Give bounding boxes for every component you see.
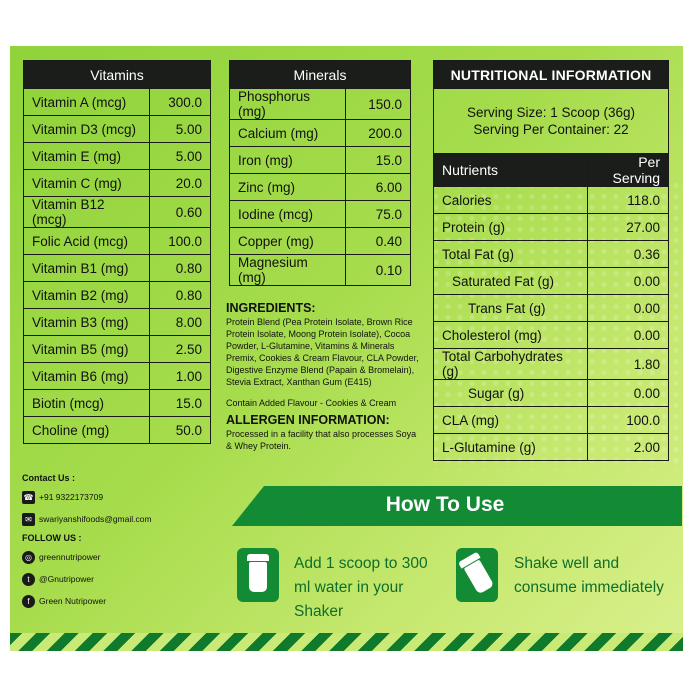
email-address: swariyanshifoods@gmail.com [39, 514, 152, 524]
nutrient-value: 200.0 [346, 120, 411, 147]
table-row [434, 187, 669, 214]
nutrient-name: Protein (g) [434, 214, 588, 241]
nutrient-value: 0.00 [588, 268, 669, 295]
nutrient-value: 2.50 [150, 336, 211, 363]
nutrient-value: 0.00 [588, 322, 669, 349]
minerals-header: Minerals [230, 61, 411, 89]
allergen-text: Processed in a facility that also processes Soya & Whey Protein. [226, 429, 417, 451]
step-1-text: Add 1 scoop to 300 ml water in your Shaker [294, 555, 428, 620]
table-row [230, 120, 411, 147]
nutrient-value: 0.10 [346, 255, 411, 286]
nutrient-name: Vitamin E (mg) [24, 143, 150, 170]
nutrient-name: Vitamin B3 (mg) [24, 309, 150, 336]
flavour-note: Contain Added Flavour - Cookies & Cream [226, 398, 397, 408]
vitamins-header: Vitamins [24, 61, 211, 89]
allergen-title: ALLERGEN INFORMATION: [226, 413, 390, 427]
nutrient-value: 0.00 [588, 295, 669, 322]
vitamins-table [23, 60, 211, 444]
follow-title: FOLLOW US : [22, 533, 82, 543]
table-row [24, 116, 211, 143]
nutrient-value: 20.0 [150, 170, 211, 197]
nutrient-value: 0.00 [588, 380, 669, 407]
nutrient-name: Cholesterol (mg) [434, 322, 588, 349]
serving-info [434, 89, 669, 154]
nutrient-value: 300.0 [150, 89, 211, 116]
table-row [24, 89, 211, 116]
servings-per-container: Serving Per Container: 22 [473, 122, 629, 137]
table-row [434, 322, 669, 349]
facebook-icon: f [22, 595, 35, 608]
twitter-row [22, 571, 152, 587]
nutrient-name: Total Fat (g) [434, 241, 588, 268]
table-row [434, 241, 669, 268]
nutrient-value: 27.00 [588, 214, 669, 241]
instagram-row [22, 549, 152, 565]
twitter-icon: t [22, 573, 35, 586]
ingredients-block [226, 302, 422, 452]
phone-number: +91 9322173709 [39, 492, 104, 502]
nutrient-name: Copper (mg) [230, 228, 346, 255]
nutrient-name: Vitamin B5 (mg) [24, 336, 150, 363]
nutrient-name: Calories [434, 187, 588, 214]
nutrient-value: 15.0 [150, 390, 211, 417]
nutrient-name: Vitamin B2 (mg) [24, 282, 150, 309]
nutrient-value: 5.00 [150, 143, 211, 170]
nutrient-value: 100.0 [150, 228, 211, 255]
ingredients-title: INGREDIENTS: [226, 301, 316, 315]
table-row [434, 434, 669, 461]
table-row [230, 174, 411, 201]
nutrient-name: Folic Acid (mcg) [24, 228, 150, 255]
nutrient-name: Vitamin B1 (mg) [24, 255, 150, 282]
nutrition-table [433, 60, 669, 461]
nutrient-name: Zinc (mg) [230, 174, 346, 201]
nutrient-name: Vitamin B6 (mg) [24, 363, 150, 390]
table-row [230, 228, 411, 255]
serving-size: Serving Size: 1 Scoop (36g) [466, 105, 636, 120]
table-row [24, 228, 211, 255]
instagram-icon: ◎ [22, 551, 35, 564]
table-row [230, 89, 411, 120]
nutrient-value: 0.40 [346, 228, 411, 255]
nutrient-value: 0.80 [150, 255, 211, 282]
table-row [434, 214, 669, 241]
nutrient-value: 5.00 [150, 116, 211, 143]
nutrient-value: 2.00 [588, 434, 669, 461]
table-row [434, 295, 669, 322]
nutrient-name: Phosphorus (mg) [230, 89, 346, 120]
nutrient-name: Iron (mg) [230, 147, 346, 174]
nutrient-value: 8.00 [150, 309, 211, 336]
table-row [24, 282, 211, 309]
nutrient-value: 118.0 [588, 187, 669, 214]
nutrient-value: 1.80 [588, 349, 669, 380]
table-row [24, 170, 211, 197]
contact-title: Contact Us : [22, 473, 76, 483]
nutrient-name: Vitamin D3 (mcg) [24, 116, 150, 143]
minerals-table [229, 60, 411, 286]
table-row [24, 309, 211, 336]
nutrient-value: 100.0 [588, 407, 669, 434]
twitter-handle: @Gnutripower [39, 574, 94, 584]
nutrient-name: Trans Fat (g) [434, 295, 588, 322]
instagram-handle: greennutripower [39, 552, 101, 562]
nutrient-value: 150.0 [346, 89, 411, 120]
table-row [24, 417, 211, 444]
table-row [434, 268, 669, 295]
table-row [24, 197, 211, 228]
table-row [434, 349, 669, 380]
nutrient-value: 15.0 [346, 147, 411, 174]
col-per-serving: Per Serving [588, 154, 669, 187]
table-row [230, 201, 411, 228]
nutrient-value: 0.36 [588, 241, 669, 268]
shaker-icon [237, 548, 279, 602]
table-row [24, 143, 211, 170]
how-to-use-title: How To Use [385, 493, 505, 516]
table-row [434, 407, 669, 434]
nutrient-name: Vitamin B12 (mcg) [24, 197, 150, 228]
phone-icon: ☎ [23, 492, 34, 502]
table-row [24, 255, 211, 282]
facebook-page: Green Nutripower [39, 596, 107, 606]
bottom-stripe [10, 633, 683, 651]
nutrient-name: CLA (mg) [434, 407, 588, 434]
nutrient-name: Biotin (mcg) [24, 390, 150, 417]
table-row [24, 336, 211, 363]
phone-row [22, 489, 152, 505]
nutrient-name: Choline (mg) [24, 417, 150, 444]
nutrient-name: Saturated Fat (g) [434, 268, 588, 295]
facebook-row [22, 593, 152, 609]
table-row [434, 380, 669, 407]
nutrient-name: Vitamin A (mcg) [24, 89, 150, 116]
nutrient-value: 0.60 [150, 197, 211, 228]
email-icon: ✉ [22, 513, 35, 526]
nutrient-name: L-Glutamine (g) [434, 434, 588, 461]
nutrient-value: 0.80 [150, 282, 211, 309]
shake-icon [456, 548, 498, 602]
nutrient-name: Magnesium (mg) [230, 255, 346, 286]
col-nutrients: Nutrients [434, 154, 588, 187]
nutrient-value: 1.00 [150, 363, 211, 390]
nutrient-name: Iodine (mcg) [230, 201, 346, 228]
nutrient-value: 50.0 [150, 417, 211, 444]
table-row [24, 363, 211, 390]
step-2-text: Shake well and consume immediately [514, 555, 664, 596]
nutrient-name: Total Carbohydrates (g) [434, 349, 588, 380]
table-row [230, 255, 411, 286]
nutrient-value: 6.00 [346, 174, 411, 201]
nutrition-title: NUTRITIONAL INFORMATION [434, 61, 669, 89]
contact-block [22, 473, 152, 609]
nutrient-value: 75.0 [346, 201, 411, 228]
email-row [22, 511, 152, 527]
nutrient-name: Vitamin C (mg) [24, 170, 150, 197]
table-row [230, 147, 411, 174]
nutrient-name: Calcium (mg) [230, 120, 346, 147]
nutrient-name: Sugar (g) [434, 380, 588, 407]
table-row [24, 390, 211, 417]
ingredients-text: Protein Blend (Pea Protein Isolate, Brown Rice Protein Isolate, Moong Protein Isolate), Cocoa Powder, L-Glutamine, Vitamins & Minerals Premix, Cookies & Cream Flavour, CLA Powder, Digestive Enzyme Blend (Papain & Bromelain), Stevia Extract, Xanthan Gum (E415) [226, 317, 419, 387]
